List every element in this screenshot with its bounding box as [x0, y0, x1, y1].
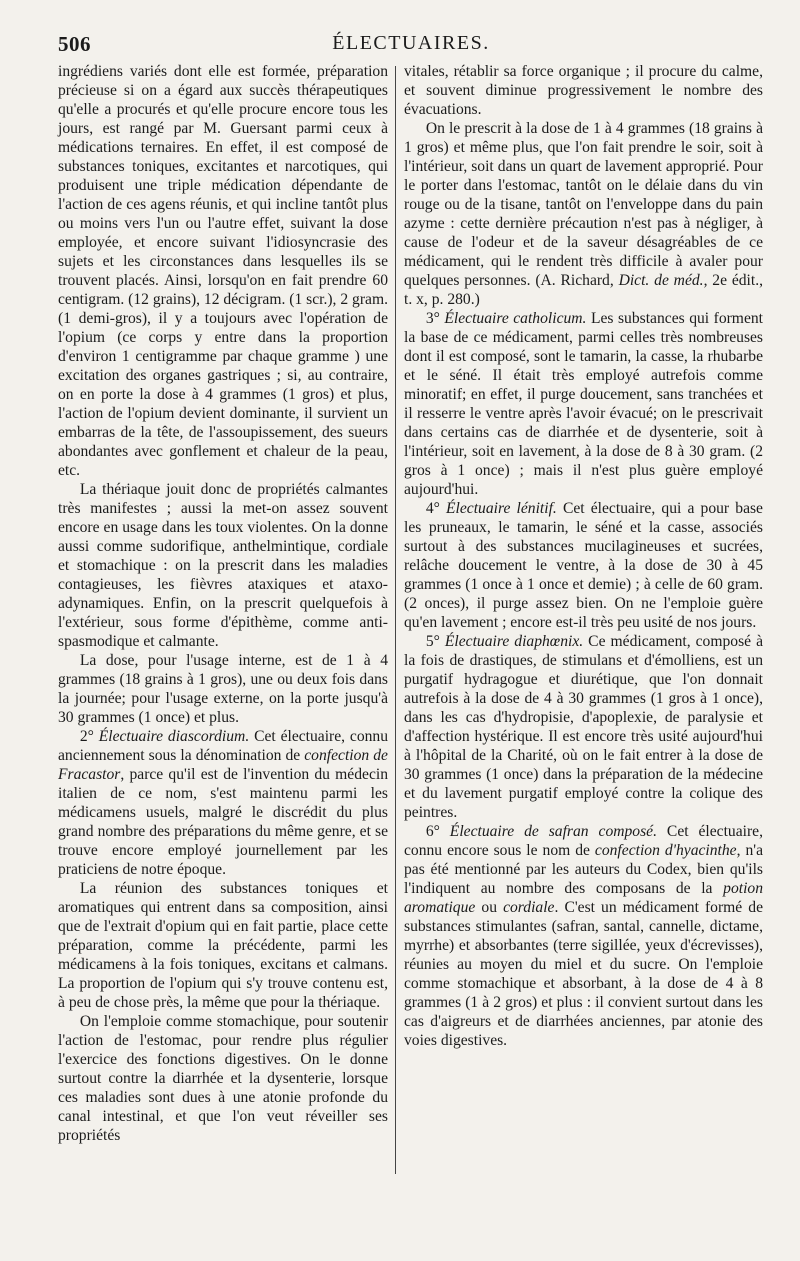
italic-term: cordiale [503, 899, 555, 916]
item-title: Électuaire diaphœnix. [444, 633, 584, 650]
text-run: Ce médicament, composé à la fois de drastiques, de stimulans et d'émolliens, est un purgatif hydragogue et diurétique, que l'on donnait autrefois à la dose de 4 à 30 grammes (1 gros à 1 once), dans les cas d'hydropisie, d'apoplexie, de paralysie et d'affection hystérique. Il est encore très usité aujourd'hui à l'hôpital de la Charité, où on le fait entrer à la dose de 30 grammes (1 once) dans la préparation de la médecine et du lavement purgatif employé contre la colique des peintres. [404, 633, 764, 821]
text-run: On le prescrit à la dose de 1 à 4 grammes (18 grains à 1 gros) et même plus, que l'on fait prendre le soir, soit à l'intérieur, soit dans un quart de lavement approprié. Pour le porter dans l'estomac, tantôt on le délaie dans du vin rouge ou de la tisane, tantôt on l'enveloppe dans du pain azyme : cette dernière précaution n'est pas à négliger, à cause de l'odeur et de la saveur désagréables de ce médicament, qui le rendent très difficile à avaler pour quelques personnes. (A. Richard, [404, 120, 763, 289]
paragraph-catholicum [404, 309, 763, 499]
paragraph: La réunion des substances toniques et aromatiques qui entrent dans sa composition, ainsi que de l'extrait d'opium qui en fait partie, place cette préparation, comme la précédente, parmi les médicamens à la fois toniques, excitans et calmans. La proportion de l'opium qui s'y trouve contenu est, à peu de chose près, la même que pour la thériaque. [58, 880, 388, 1011]
citation: Dict. de méd. [618, 272, 704, 289]
text-run: Les substances qui forment la base de ce médicament, parmi celles très nombreuses dont il est composé, sont le tamarin, la casse, la rhubarbe et le séné. Il était très employé autrefois comme minoratif; en effet, il purge doucement, sans tranchées et il resserre le ventre après l'avoir évacué; on le prescrivait dans certains cas de diarrhée et de dysenterie, soit à l'intérieur, soit en lavement, à la dose de 8 à 30 gram. (2 gros à 1 once) ; mais il n'est plus guère employé aujourd'hui. [404, 310, 763, 498]
paragraph-safran [404, 822, 763, 1050]
text-run: ou [475, 899, 504, 916]
item-title: Électuaire diascordium. [98, 728, 250, 745]
item-title: Électuaire de safran composé. [449, 823, 657, 840]
left-column [58, 62, 388, 1145]
page-number: 506 [58, 32, 91, 56]
item-number: 3° [425, 310, 445, 327]
paragraph: ingrédiens variés dont elle est formée, préparation précieuse si on a égard aux succès thérapeutiques qu'elle a procurés et qu'elle procure encore tous les jours, est rangé par M. Guersant parmi ceux à médications ternaires. En effet, il est composé de substances toniques, excitantes et narcotiques, qui produisent une triple médication dépendante de l'action de ces agens réunis, et qui incline tantôt plus ou moins vers l'un ou l'autre effet, suivant la dose employée, et encore suivant l'idiosyncrasie des sujets et les circonstances dans lesquelles ils se trouvent placés. Ainsi, lorsqu'on en fait prendre 60 centigram. (12 grains), 12 décigram. (1 scr.), 2 gram. (1 demi-gros), il y a toujours avec l'opération de l'opium (ce corps y entre dans la proportion d'environ 1 centigramme par chaque gramme ) une excitation des organes gastriques ; si, au contraire, on en porte la dose à 4 grammes (1 gros) et plus, l'action de l'opium devient dominante, il survient un embarras de la tête, de l'assoupissement, des sueurs abondantes avec gonflement et chaleur de la peau, etc. [58, 63, 388, 479]
item-number: 4° [425, 500, 447, 517]
text-run: . C'est un médicament formé de substances stimulantes (safran, santal, cannelle, dictame, myrrhe) et absorbantes (terre sigillée, yeux d'écrevisses), réunies au moyen du miel et du sucre. On l'emploie comme stomachique et absorbant, à la dose de 4 à 8 grammes (1 à 2 gros) et plus : il convient surtout dans les cas d'aigreurs et de diarrhées anciennes, par atonie des voies digestives. [404, 899, 764, 1049]
paragraph: La dose, pour l'usage interne, est de 1 à 4 grammes (18 grains à 1 gros), une ou deux fois dans la journée; pour l'usage externe, on la porte jusqu'à 30 grammes (1 once) et plus. [58, 652, 388, 726]
page-header [58, 32, 764, 58]
text-run: Cet électuaire, connu encore sous le nom de [404, 823, 764, 859]
paragraph-diaphoenix [404, 632, 763, 822]
text-run: , n'a pas été mentionné par les auteurs du Codex, bien qu'ils l'indiquent au nombre des composans de la [404, 842, 763, 897]
paragraph-diascordium [58, 727, 388, 879]
paragraph: La thériaque jouit donc de propriétés calmantes très manifestes ; aussi la met-on assez souvent encore en usage dans les toux violentes. On la donne aussi comme sudorifique, anthelmintique, cordiale et stomachique : on la prescrit dans les maladies contagieuses, les fièvres ataxiques et ataxo-adynamiques. Enfin, on la prescrit quelquefois à l'extérieur, sous forme d'épithème, comme anti-spasmodique et calmante. [58, 481, 388, 650]
text-run: , parce qu'il est de l'invention du médecin italien de ce nom, s'est maintenu parmi les médicamens usuels, malgré le discrédit du plus grand nombre des préparations du même genre, et se trouve encore employé journellement par les praticiens de notre époque. [58, 766, 388, 878]
italic-term: confection d'hyacinthe [594, 842, 737, 859]
right-column [404, 62, 763, 1050]
text-run: Cet électuaire, connu anciennement sous la dénomination de [58, 728, 389, 764]
item-number: 2° [79, 728, 99, 745]
item-number: 6° [425, 823, 450, 840]
text-run: Cet électuaire, qui a pour base les pruneaux, le tamarin, le séné et la casse, associés surtout à des substances mucilagineuses et sucrées, relâche doucement le ventre, à la dose de 30 à 45 grammes (1 once à 1 once et demie) ; à celle de 60 gram. (2 onces), il purge assez bien. On ne l'emploie guère qu'en lavement ; encore est-il très peu usité de nos jours. [404, 500, 763, 631]
paragraph: On l'emploie comme stomachique, pour soutenir l'action de l'estomac, pour rendre plus régulier l'exercice des fonctions digestives. On le donne surtout contre la diarrhée et la dysenterie, lorsque ces maladies sont dues à une atonie profonde du canal intestinal, et que l'on veut réveiller ses propriétés [58, 1013, 388, 1144]
item-number: 5° [425, 633, 445, 650]
paragraph-dosage [404, 119, 763, 309]
item-title: Électuaire catholicum. [444, 310, 587, 327]
column-divider [395, 66, 396, 1174]
running-title: ÉLECTUAIRES. [332, 32, 490, 54]
text-run: , 2e édit., t. x, p. 280.) [404, 272, 763, 308]
paragraph: vitales, rétablir sa force organique ; il procure du calme, et souvent diminue progressivement le nombre des évacuations. [404, 63, 763, 118]
item-title: Électuaire lénitif. [446, 500, 557, 517]
italic-term: potion aromatique [404, 880, 763, 916]
italic-term: confection de Fracastor [58, 747, 388, 783]
paragraph-lenitif [404, 499, 763, 632]
